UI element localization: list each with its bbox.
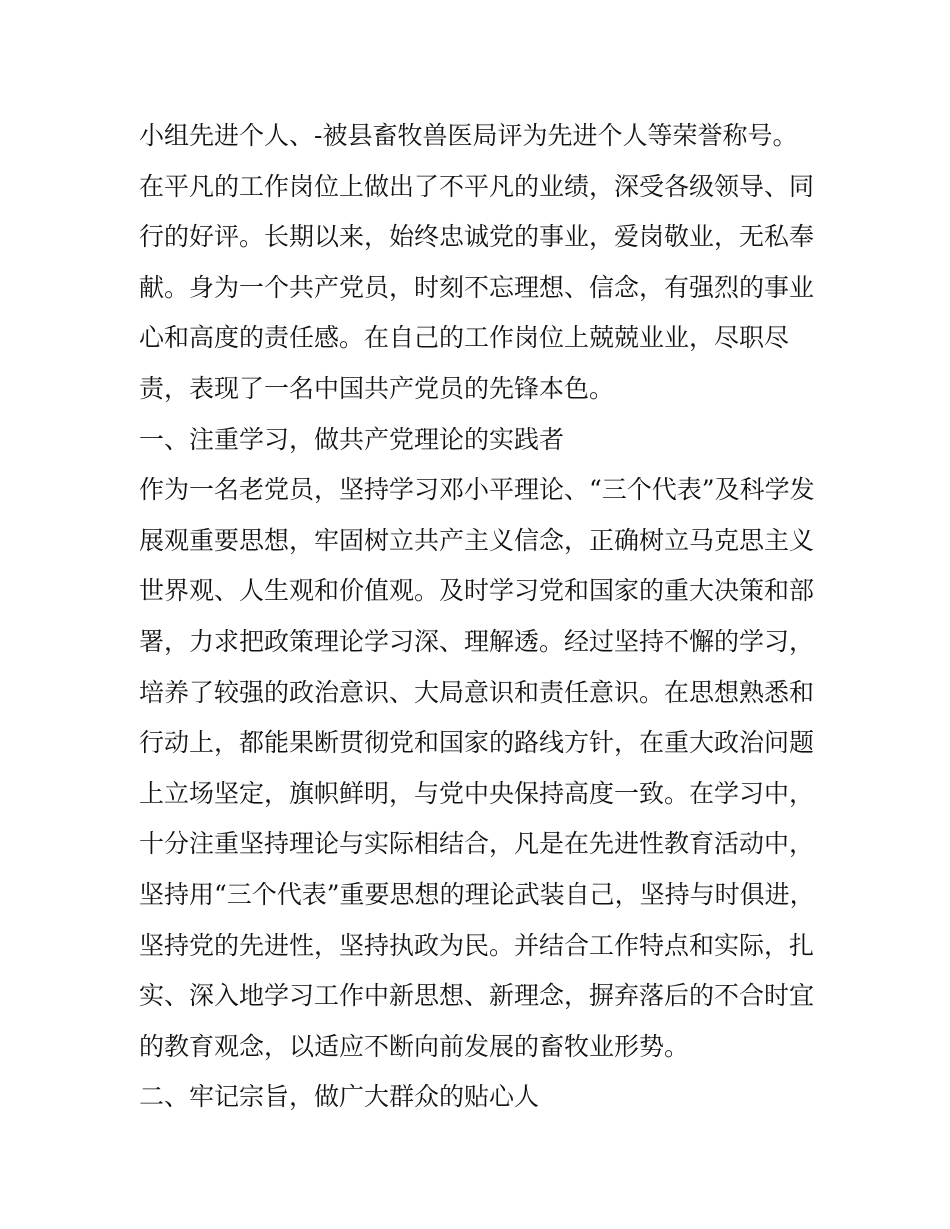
text-line: 坚持用“三个代表”重要思想的理论武装自己，坚持与时俱进， [139,879,815,909]
section-heading: 一、注重学习，做共产党理论的实践者 [139,424,565,454]
text-line: 行动上，都能果断贯彻党和国家的路线方针，在重大政治问题 [139,728,815,758]
text-line: 在平凡的工作岗位上做出了不平凡的业绩，深受各级领导、同 [139,171,815,201]
text-line: 的教育观念，以适应不断向前发展的畜牧业形势。 [139,1031,690,1061]
section-heading: 二、牢记宗旨，做广大群众的贴心人 [139,1082,540,1112]
text-line: 署，力求把政策理论学习深、理解透。经过坚持不懈的学习， [139,626,815,656]
text-line: 展观重要思想，牢固树立共产主义信念，正确树立马克思主义 [139,525,815,555]
text-line: 上立场坚定，旗帜鲜明，与党中央保持高度一致。在学习中， [139,778,815,808]
text-line: 十分注重坚持理论与实际相结合，凡是在先进性教育活动中， [139,829,815,859]
text-line: 责，表现了一名中国共产党员的先锋本色。 [139,373,615,403]
text-line: 小组先进个人、-被县畜牧兽医局评为先进个人等荣誉称号。 [139,121,798,150]
text-line: 坚持党的先进性，坚持执政为民。并结合工作特点和实际，扎 [139,930,815,960]
text-line: 作为一名老党员，坚持学习邓小平理论、“三个代表”及科学发 [139,475,815,505]
text-line: 实、深入地学习工作中新思想、新理念，摒弃落后的不合时宜 [139,981,815,1011]
text-line: 世界观、人生观和价值观。及时学习党和国家的重大决策和部 [139,576,815,606]
document-body [139,111,839,1123]
text-line: 献。身为一个共产党员，时刻不忘理想、信念，有强烈的事业 [139,272,815,302]
text-line: 培养了较强的政治意识、大局意识和责任意识。在思想熟悉和 [139,677,815,707]
text-line: 心和高度的责任感。在自己的工作岗位上兢兢业业，尽职尽 [139,323,790,353]
text-line: 行的好评。长期以来，始终忠诚党的事业，爱岗敬业，无私奉 [139,222,815,252]
